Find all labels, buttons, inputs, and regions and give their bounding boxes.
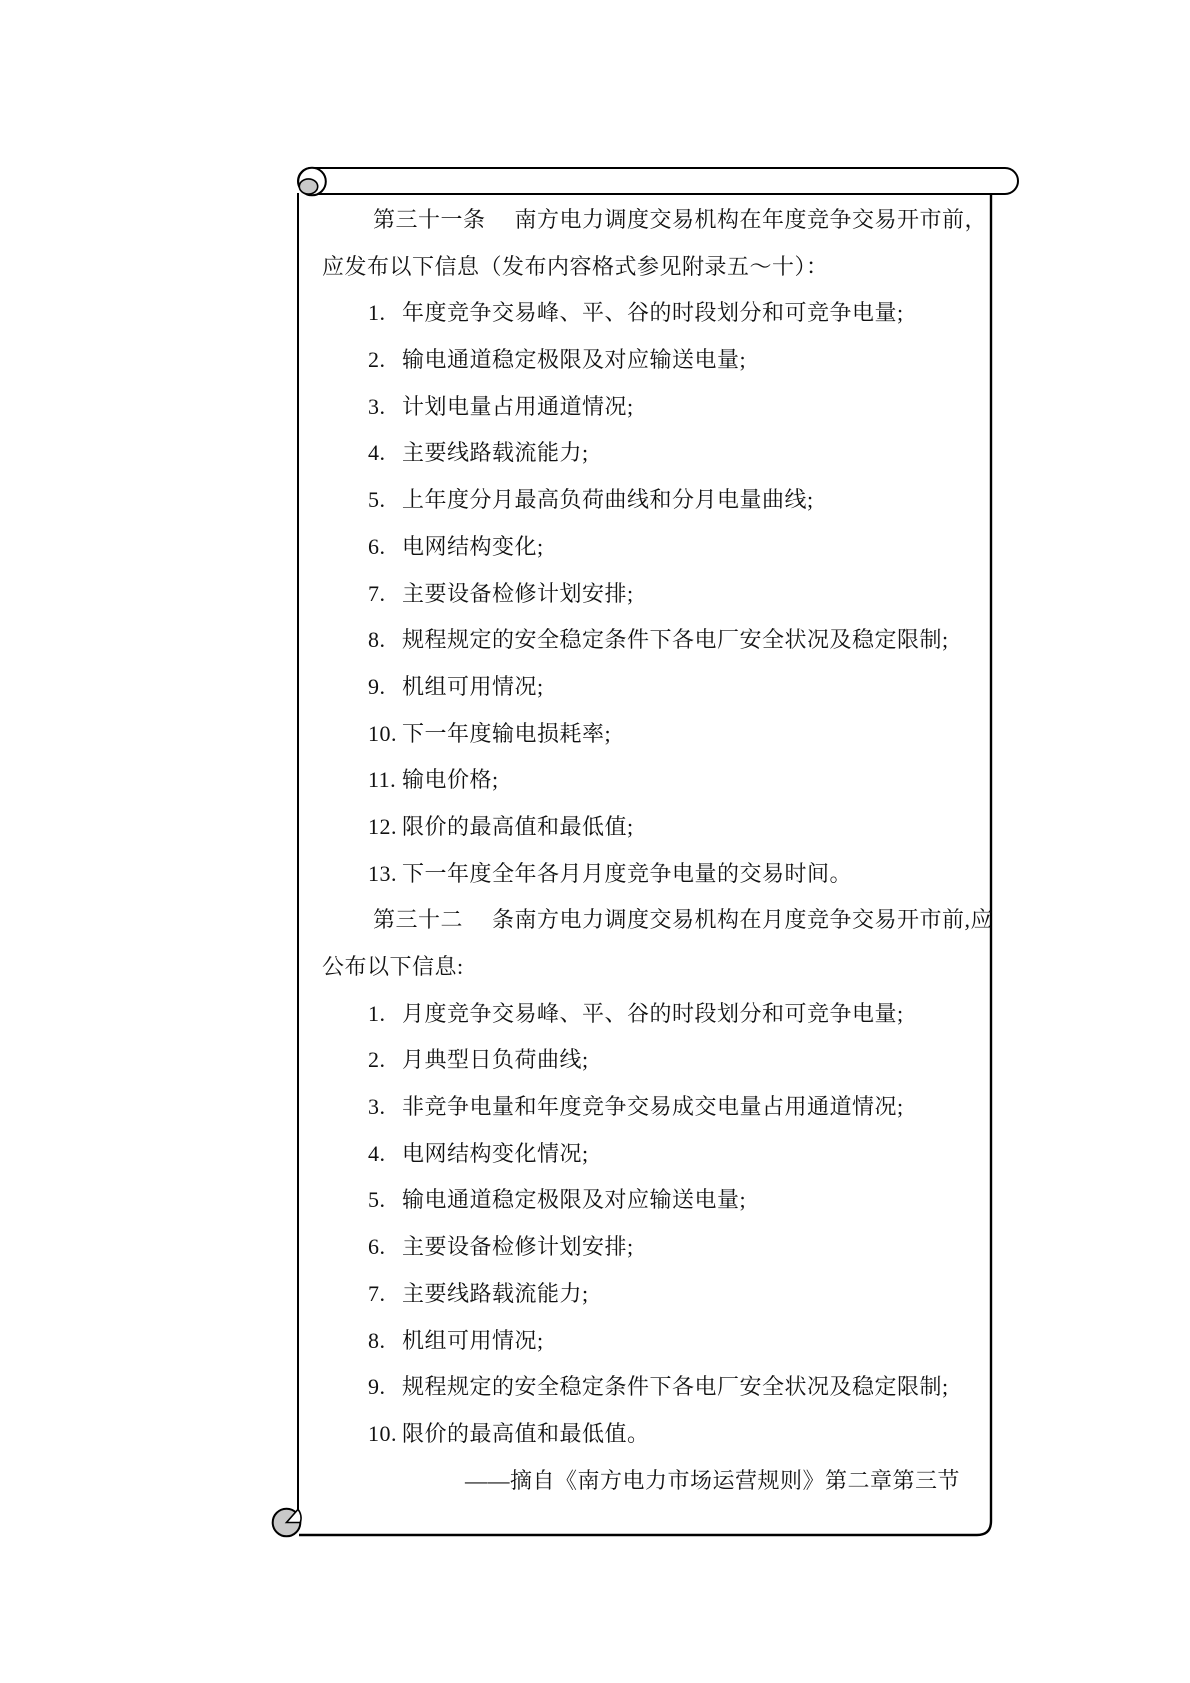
list-item: 7. 主要线路载流能力; [368,1280,589,1306]
list-item: 4. 主要线路载流能力; [368,440,589,466]
article-31-heading [297,197,988,244]
list-item: 9. 机组可用情况; [368,673,544,699]
article-31-title: 南方电力调度交易机构在年度竞争交易开市前， [514,207,988,232]
list-item: 3. 计划电量占用通道情况; [368,393,634,419]
list-item: 5. 上年度分月最高负荷曲线和分月电量曲线; [368,487,814,513]
list-item: 2. 月典型日负荷曲线; [368,1047,589,1073]
list-item: 4. 电网结构变化情况; [368,1140,589,1166]
list-item: 6. 主要设备检修计划安排; [368,1234,634,1260]
list-item: 10. 下一年度输电损耗率; [368,720,612,746]
article-32-intro: 公布以下信息: [322,954,464,979]
list-item: 3. 非竞争电量和年度竞争交易成交电量占用通道情况; [368,1094,904,1120]
list-item: 8. 规程规定的安全稳定条件下各电厂安全状况及稳定限制; [368,627,949,653]
top-left-curl-inner [299,179,317,194]
list-item: 5. 输电通道稳定极限及对应输送电量; [368,1187,747,1213]
article-32-number: 第三十二 [373,907,464,933]
list-item: 7. 主要设备检修计划安排; [368,580,634,606]
source-attribution: ——摘自《南方电力市场运营规则》第二章第三节 [464,1467,960,1493]
article-31-intro: 应发布以下信息（发布内容格式参见附录五～十）： [322,253,829,279]
list-item: 1. 月度竞争交易峰、平、谷的时段划分和可竞争电量; [368,1000,904,1026]
scroll-top-band [298,168,1018,194]
list-item: 1. 年度竞争交易峰、平、谷的时段划分和可竞争电量; [368,300,904,326]
list-item: 2. 输电通道稳定极限及对应输送电量; [368,347,747,373]
article-32-title: 条南方电力调度交易机构在月度竞争交易开市前,应 [492,907,994,933]
list-item: 13. 下一年度全年各月月度竞争电量的交易时间。 [368,860,853,886]
document-text [297,197,994,1504]
list-item: 11. 输电价格; [368,767,499,793]
list-item: 8. 机组可用情况; [368,1327,544,1353]
list-item: 12. 限价的最高值和最低值; [368,813,634,839]
list-item: 10. 限价的最高值和最低值。 [368,1420,650,1446]
article-32-heading [297,897,994,944]
article-31-number: 第三十一条 [373,207,486,232]
list-item: 9. 规程规定的安全稳定条件下各电厂安全状况及稳定限制; [368,1374,949,1400]
list-item: 6. 电网结构变化; [368,533,544,559]
